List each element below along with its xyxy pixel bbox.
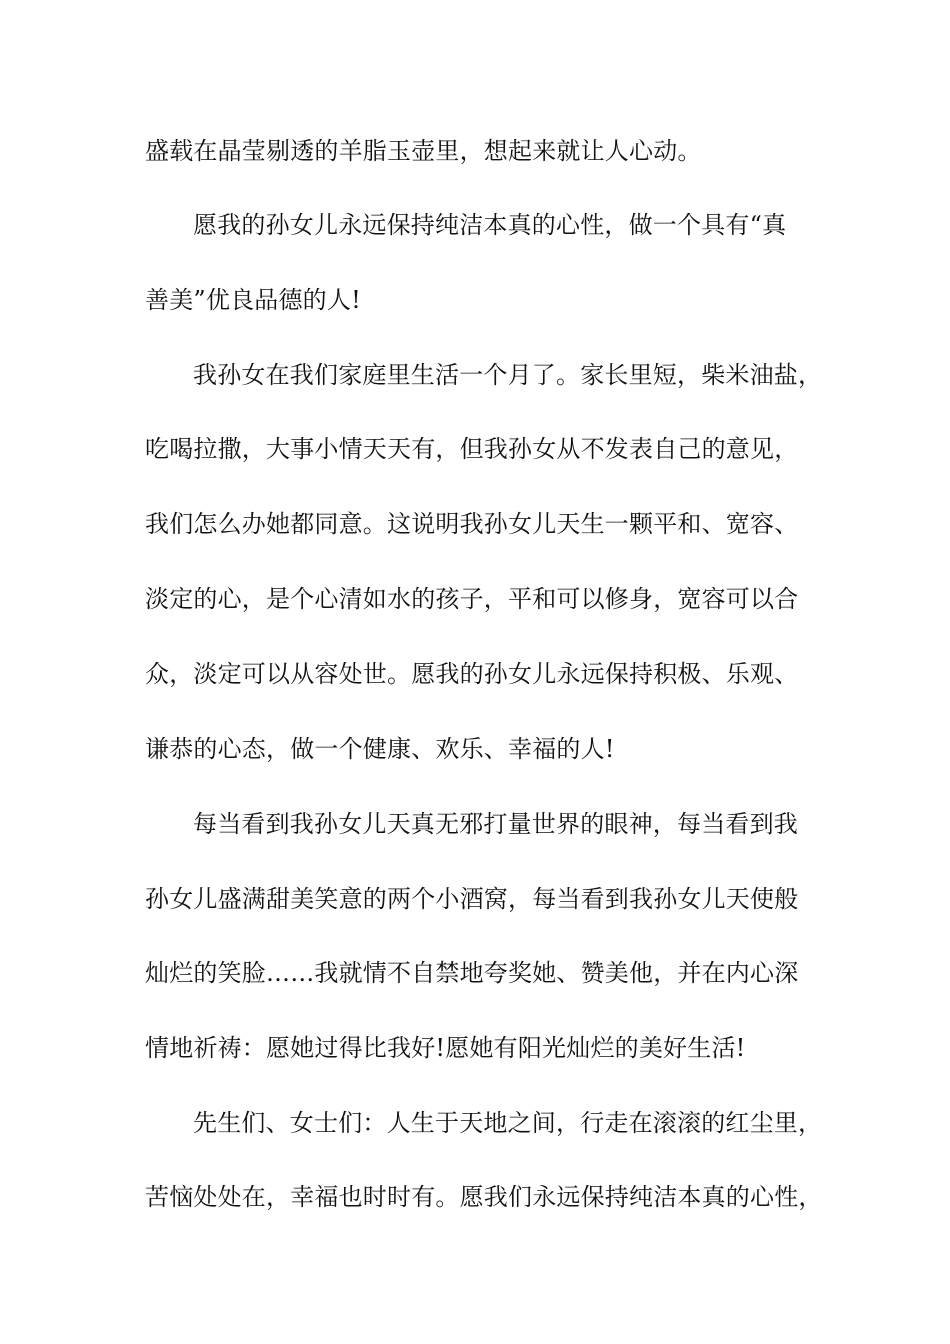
text-line-3: 善美”优良品德的人! <box>145 286 361 314</box>
text-line-13: 情地祈祷：愿她过得比我好!愿她有阳光灿烂的美好生活! <box>145 1034 746 1062</box>
text-line-5: 吃喝拉撒，大事小情天天有，但我孙女从不发表自己的意见， <box>145 435 799 463</box>
text-line-4: 我孙女在我们家庭里生活一个月了。家长里短，柴米油盐， <box>193 361 823 389</box>
text-line-7: 淡定的心，是个心清如水的孩子，平和可以修身，宽容可以合 <box>145 585 799 613</box>
text-line-14: 先生们、女士们：人生于天地之间，行走在滚滚的红尘里， <box>193 1109 823 1137</box>
text-line-6: 我们怎么办她都同意。这说明我孙女儿天生一颗平和、宽容、 <box>145 510 799 538</box>
text-line-9: 谦恭的心态，做一个健康、欢乐、幸福的人! <box>145 735 615 763</box>
text-line-10: 每当看到我孙女儿天真无邪打量世界的眼神，每当看到我 <box>193 810 798 838</box>
text-line-15: 苦恼处处在，幸福也时时有。愿我们永远保持纯洁本真的心性， <box>145 1183 823 1211</box>
text-line-11: 孙女儿盛满甜美笑意的两个小酒窝，每当看到我孙女儿天使般 <box>145 885 799 913</box>
text-line-8: 众，淡定可以从容处世。愿我的孙女儿永远保持积极、乐观、 <box>145 660 799 688</box>
text-line-12: 灿烂的笑脸……我就情不自禁地夸奖她、赞美他，并在内心深 <box>145 959 799 987</box>
text-line-1: 盛载在晶莹剔透的羊脂玉壶里，想起来就让人心动。 <box>145 137 702 165</box>
text-line-2: 愿我的孙女儿永远保持纯洁本真的心性，做一个具有“真 <box>193 211 787 239</box>
